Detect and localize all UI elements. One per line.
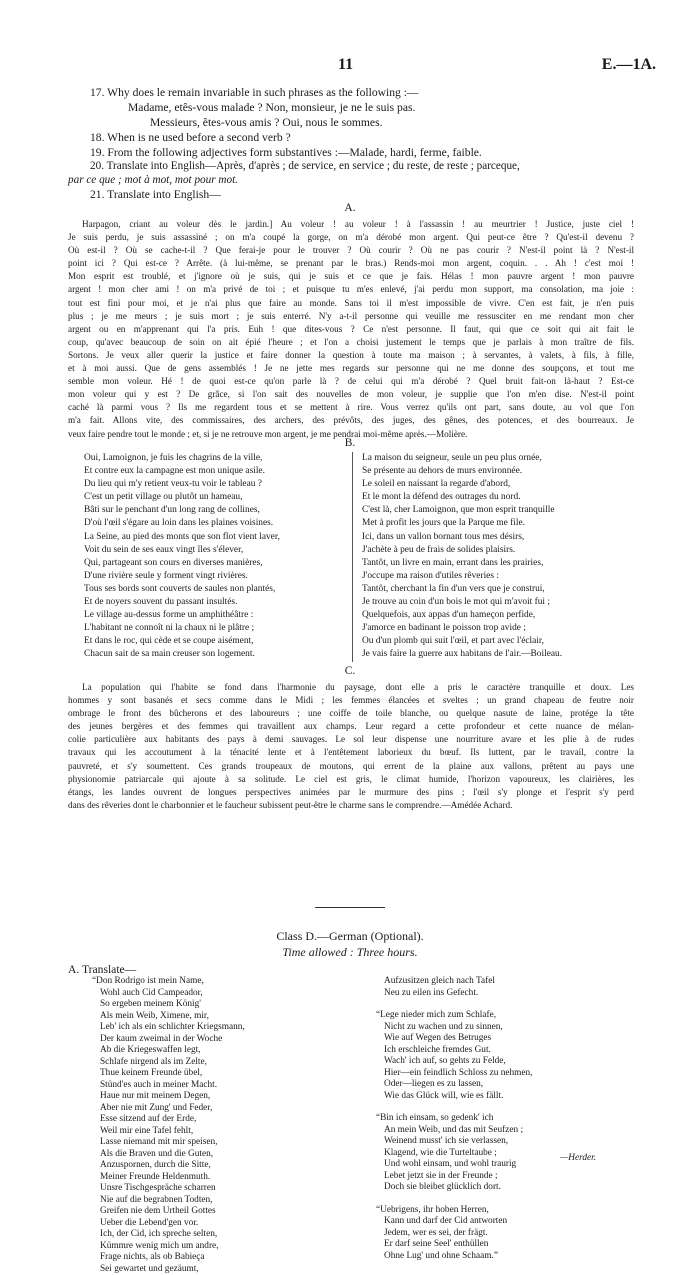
document-code: E.—1A. xyxy=(602,56,656,74)
verse-line: Et dans le roc, qui cède et se coupe aisément, xyxy=(84,635,280,648)
german-left-column xyxy=(92,976,245,1275)
question-17: 17. Why does le remain invariable in such phrases as the following :— xyxy=(90,86,419,99)
verse-line: Lasse niemand mit mir speisen, xyxy=(92,1137,245,1149)
verse-line: Voit du sein de ses eaux vingt îles s'élever, xyxy=(84,544,280,557)
passage-line: Sortons. Je veux aller querir la justice et faire donner la question à toute ma maison ; à servantes, à valets, à fils, à fille, xyxy=(68,349,634,362)
passage-line: ombrage le front des bûcherons et des laboureurs ; une coiffe de toile blanche, ou quelque nasute de laine, protége la tête xyxy=(68,707,634,720)
section-a-passage xyxy=(68,218,634,441)
passage-line: hommes y sont basanés et secs comme dans le Midi ; les femmes élancées et sveltes ; un grand chapeau de feutre noir xyxy=(68,694,634,707)
verse-line: La Seine, au pied des monts que son flot vient laver, xyxy=(84,531,280,544)
verse-line: Esse sitzend auf der Erde, xyxy=(92,1114,245,1126)
passage-line: semble mon voleur. Hé ! de quoi est-ce qu'on parle là ? de celui qui m'a dérobé ? Quel bruit fait-on là-haut ? Est-ce xyxy=(68,375,634,388)
verse-line: Wie auf Wegen des Betruges xyxy=(376,1033,532,1045)
passage-line: m'a fait. Allons vite, des commissaires, des archers, des prévôts, des juges, des gênes, des potences, et des bourreaux. Je xyxy=(68,414,634,427)
verse-line: Weinend musst' ich sie verlassen, xyxy=(376,1136,532,1148)
passage-line: des jeunes bergères et des femmes qui travaillent aux champs. Leur regard a cette profondeur et cette nuance de mélan- xyxy=(68,720,634,733)
verse-line: Je trouve au coin d'un bois le mot qui m'avoit fui ; xyxy=(362,596,562,609)
verse-line: An mein Weib, und das mit Seufzen ; xyxy=(376,1125,532,1137)
verse-line: Le soleil en naissant la regarde d'abord, xyxy=(362,478,562,491)
verse-line: Tous ses bords sont couverts de saules non plantés, xyxy=(84,583,280,596)
german-instruction: A. Translate— xyxy=(68,963,136,976)
passage-line: argent ou en m'apprenant qui l'a pris. Euh ! que dites-vous ? Ce n'est personne. Il faut, qui que ce soit qui ait fait le xyxy=(68,323,634,336)
verse-line: Jedem, wer es sei, der frägt. xyxy=(376,1228,532,1240)
passage-line: Harpagon, criant au voleur dès le jardin.] Au voleur ! au voleur ! à l'assassin ! au meurtrier ! Justice, juste ciel ! xyxy=(68,218,634,231)
verse-line: Schlafe nirgend als im Zelte, xyxy=(92,1057,245,1069)
verse-line: Doch sie bleibet glücklich dort. xyxy=(376,1182,532,1194)
verse-line: Met à profit les jours que la Parque me file. xyxy=(362,517,562,530)
passage-line: argent ! mon cher ami ! on m'a privé de toi ; et puisque tu m'es enlevé, j'ai perdu mon support, ma consolation, ma joie : xyxy=(68,283,634,296)
verse-stanza xyxy=(376,1010,532,1102)
verse-line: Et de noyers souvent du passant insultés. xyxy=(84,596,280,609)
verse-line: Aufzusitzen gleich nach Tafel xyxy=(376,976,532,988)
class-d-title: Class D.—German (Optional). xyxy=(0,929,700,944)
verse-line: J'amorce en badinant le poisson trop avide ; xyxy=(362,622,562,635)
section-b-left-column xyxy=(84,452,280,662)
passage-line: colie particulière aux habitants des pays à demi sauvages. Le sol leur dispense une nourriture avare et les plie à de rudes xyxy=(68,733,634,746)
verse-line: Und wohl einsam, und wohl traurig xyxy=(376,1159,532,1171)
verse-line: Ab die Kriegeswaffen legt, xyxy=(92,1045,245,1057)
verse-line: Greifen nie dem Urtheil Gottes xyxy=(92,1206,245,1218)
question-20-continuation: par ce que ; mot à mot, mot pour mot. xyxy=(68,174,238,186)
verse-line: Frage nichts, als ob Babieça xyxy=(92,1252,245,1264)
passage-line: dans des rêveries dont le charbonnier et le faucheur subissent peut-être le charme sans le comprendre.—Amédée Achard. xyxy=(68,799,634,812)
verse-line: Ich erschleiche fremdes Gut. xyxy=(376,1045,532,1057)
verse-line: D'une rivière seule y forment vingt rivières. xyxy=(84,570,280,583)
verse-line: Wie das Glück will, wie es fällt. xyxy=(376,1091,532,1103)
passage-line: Je suis perdu, je suis assassiné ; on m'a coupé la gorge, on m'a dérobé mon argent. Qui peut-ce être ? Qu'est-il devenu ? xyxy=(68,231,634,244)
section-c-label: C. xyxy=(330,665,370,677)
verse-line: J'achète à peu de frais de solides plaisirs. xyxy=(362,544,562,557)
verse-line: Kümmre wenig mich um andre, xyxy=(92,1241,245,1253)
question-17-example-1: Madame, etês-vous malade ? Non, monsieur, je ne le suis pas. xyxy=(128,101,415,114)
passage-line: physionomie patriarcale qui ajoute à sa solitude. Le ciel est gris, le climat humide, l'horizon vapoureux, les clairières, les xyxy=(68,773,634,786)
verse-line: Der kaum zweimal in der Woche xyxy=(92,1034,245,1046)
passage-line: Mon esprit est troublé, et j'ignore où je suis, qui je suis et ce que je fais. Hélas ! mon pauvre argent ! mon pauvre xyxy=(68,270,634,283)
verse-line: Sei gewartet und gezäumt, xyxy=(92,1264,245,1275)
verse-line: Oder—liegen es zu lassen, xyxy=(376,1079,532,1091)
verse-line: Et le mont la défend des outrages du nord. xyxy=(362,491,562,504)
verse-stanza xyxy=(376,976,532,999)
passage-line: Où est-il ? Où se cache-t-il ? Que ferai-je pour le trouver ? Où courir ? Où ne pas courir ? N'est-il point là ? N'est-il xyxy=(68,244,634,257)
verse-line: Ici, dans un vallon bornant tous mes désirs, xyxy=(362,531,562,544)
column-divider xyxy=(352,452,353,662)
passage-line: caché là parmi vous ? Ils me regardent tous et se mettent à rire. Vous verrez qu'ils ont part, sans doute, au vol que l'on xyxy=(68,401,634,414)
verse-line: Wohl auch Cid Campeador, xyxy=(92,988,245,1000)
section-b-right-column xyxy=(362,452,562,662)
passage-line: tout est fini pour moi, et je n'ai plus que faire au monde. Sans toi il m'est impossible de vivre. C'en est fait, je n'en puis xyxy=(68,297,634,310)
verse-line: Nie auf die begrabnen Todten, xyxy=(92,1195,245,1207)
verse-line: Oui, Lamoignon, je fuis les chagrins de la ville, xyxy=(84,452,280,465)
verse-line: Ich, der Cid, ich spreche selten, xyxy=(92,1229,245,1241)
verse-line: Je vais faire la guerre aux habitans de l'air.—Boileau. xyxy=(362,648,562,661)
verse-line: Tantôt, un livre en main, errant dans les prairies, xyxy=(362,557,562,570)
verse-line: Er darf seine Seel' enthüllen xyxy=(376,1239,532,1251)
verse-line: J'occupe ma raison d'utiles rêveries : xyxy=(362,570,562,583)
verse-line: D'où l'œil s'égare au loin dans les plaines voisines. xyxy=(84,517,280,530)
verse-line: Stünd'es auch in meiner Macht. xyxy=(92,1080,245,1092)
verse-line: C'est là, cher Lamoignon, que mon esprit tranquille xyxy=(362,504,562,517)
verse-line: Klagend, wie die Turteltaube ; xyxy=(376,1148,532,1160)
passage-line: La population qui l'habite se fond dans l'harmonie du paysage, dont elle a pris le caractère tranquille et doux. Les xyxy=(68,681,634,694)
passage-line: coup, qu'avec beaucoup de soin on ait épié l'heure ; et l'on a choisi justement le temps que je parlais à mon traître de fils. xyxy=(68,336,634,349)
verse-line: Meiner Freunde Heldenmuth. xyxy=(92,1172,245,1184)
verse-line: Le village au-dessus forme un amphithéâtre : xyxy=(84,609,280,622)
verse-line: Quelquefois, aux appas d'un hameçon perfide, xyxy=(362,609,562,622)
page-number: 11 xyxy=(338,56,353,74)
verse-line: Haue nur mit meinem Degen, xyxy=(92,1091,245,1103)
verse-stanza xyxy=(376,1113,532,1194)
verse-line: Nicht zu wachen und zu sinnen, xyxy=(376,1022,532,1034)
section-rule xyxy=(315,907,385,908)
question-20: 20. Translate into English—Après, d'après ; de service, en service ; du reste, de reste ; parceque, xyxy=(90,160,520,172)
time-allowed: Time allowed : Three hours. xyxy=(0,945,700,960)
german-attribution: —Herder. xyxy=(560,1153,596,1165)
passage-line: étangs, les landes ouvrent de longues perspectives animées par le murmure des pins ; l'œil s'y plonge et l'esprit s'y perd xyxy=(68,786,634,799)
verse-line: C'est un petit village ou plutôt un hameau, xyxy=(84,491,280,504)
verse-line: Du lieu qui m'y retient veux-tu voir le tableau ? xyxy=(84,478,280,491)
verse-line: Se présente au dehors de murs environnée. xyxy=(362,465,562,478)
verse-line: L'habitant ne connoît ni la chaux ni le plâtre ; xyxy=(84,622,280,635)
verse-line: “Lege nieder mich zum Schlafe, xyxy=(376,1010,532,1022)
verse-line: Wach' ich auf, so gehts zu Felde, xyxy=(376,1056,532,1068)
verse-line: Unsre Tischgespräche scharren xyxy=(92,1183,245,1195)
verse-line: Ou d'un plomb qui suit l'œil, et part avec l'éclair, xyxy=(362,635,562,648)
question-18: 18. When is ne used before a second verb ? xyxy=(90,131,291,144)
verse-line: La maison du seigneur, seule un peu plus ornée, xyxy=(362,452,562,465)
passage-line: veux faire pendre tout le monde ; et, si je ne retrouve mon argent, je me pendrai moi-même après.—Molière. xyxy=(68,428,634,441)
passage-line: plus ; je me meurs ; je suis mort ; je suis enterré. N'y a-t-il personne qui veuille me ressusciter en me rendant mon cher xyxy=(68,310,634,323)
verse-line: “Uebrigens, ihr hoben Herren, xyxy=(376,1205,532,1217)
verse-line: Als mein Weib, Ximene, mir, xyxy=(92,1011,245,1023)
verse-line: Neu zu eilen ins Gefecht. xyxy=(376,988,532,1000)
verse-line: Leb' ich als ein schlichter Kriegsmann, xyxy=(92,1022,245,1034)
verse-line: “Don Rodrigo ist mein Name, xyxy=(92,976,245,988)
verse-line: Kann und darf der Cid antworten xyxy=(376,1216,532,1228)
verse-line: Qui, partageant son cours en diverses manières, xyxy=(84,557,280,570)
verse-line: So ergeben meinem König' xyxy=(92,999,245,1011)
section-b-label: B. xyxy=(330,437,370,449)
verse-line: Ueber die Lebend'gen vor. xyxy=(92,1218,245,1230)
question-21: 21. Translate into English— xyxy=(90,188,221,201)
passage-line: pauvreté, et s'y soumettent. Ces grands troupeaux de moutons, qui errent de la plaine aux vallons, prêtent au pays une xyxy=(68,760,634,773)
verse-line: Anzuspornen, durch die Sitte, xyxy=(92,1160,245,1172)
verse-line: “Bin ich einsam, so gedenk' ich xyxy=(376,1113,532,1125)
verse-line: Chacun sait de sa main creuser son logement. xyxy=(84,648,280,661)
passage-line: travaux qui les accoutument à la ténacité lente et à l'entêtement laborieux du bœuf. Ils luttent, par le travail, contre la xyxy=(68,746,634,759)
section-c-passage xyxy=(68,681,634,812)
verse-line: Hier—ein feindlich Schloss zu nehmen, xyxy=(376,1068,532,1080)
passage-line: et à moi aussi. Que de gens assemblés ! Je ne jette mes regards sur personne qui ne me donne des soupçons, et tout me xyxy=(68,362,634,375)
question-17-example-2: Messieurs, êtes-vous amis ? Oui, nous le sommes. xyxy=(150,116,383,129)
verse-line: Tantôt, cherchant la fin d'un vers que je construi, xyxy=(362,583,562,596)
verse-stanza xyxy=(376,1205,532,1263)
verse-line: Et contre eux la campagne est mon unique asile. xyxy=(84,465,280,478)
verse-line: Lebet jetzt sie in der Freunde ; xyxy=(376,1171,532,1183)
question-19: 19. From the following adjectives form substantives :—Malade, hardi, ferme, faible. xyxy=(90,146,482,159)
german-right-column xyxy=(376,976,532,1273)
section-a-label: A. xyxy=(330,202,370,214)
verse-line: Aber nie mit Zung' und Feder, xyxy=(92,1103,245,1115)
passage-line: point ici ? Qui est-ce ? Arrête. (à lui-même, se prenant par le bras.) Rends-moi mon argent, coquin. . . Ah ! c'est moi ! xyxy=(68,257,634,270)
verse-line: Weil mir eine Tafel fehlt, xyxy=(92,1126,245,1138)
passage-line: mon voleur qui y est ? De grâce, si l'on sait des nouvelles de mon voleur, je supplie que l'on m'en dise. N'est-il point xyxy=(68,388,634,401)
verse-line: Als die Braven und die Guten, xyxy=(92,1149,245,1161)
verse-line: Thue keinem Freunde übel, xyxy=(92,1068,245,1080)
verse-line: Bâti sur le penchant d'un long rang de collines, xyxy=(84,504,280,517)
verse-line: Ohne Lug' und ohne Schaam.” xyxy=(376,1251,532,1263)
